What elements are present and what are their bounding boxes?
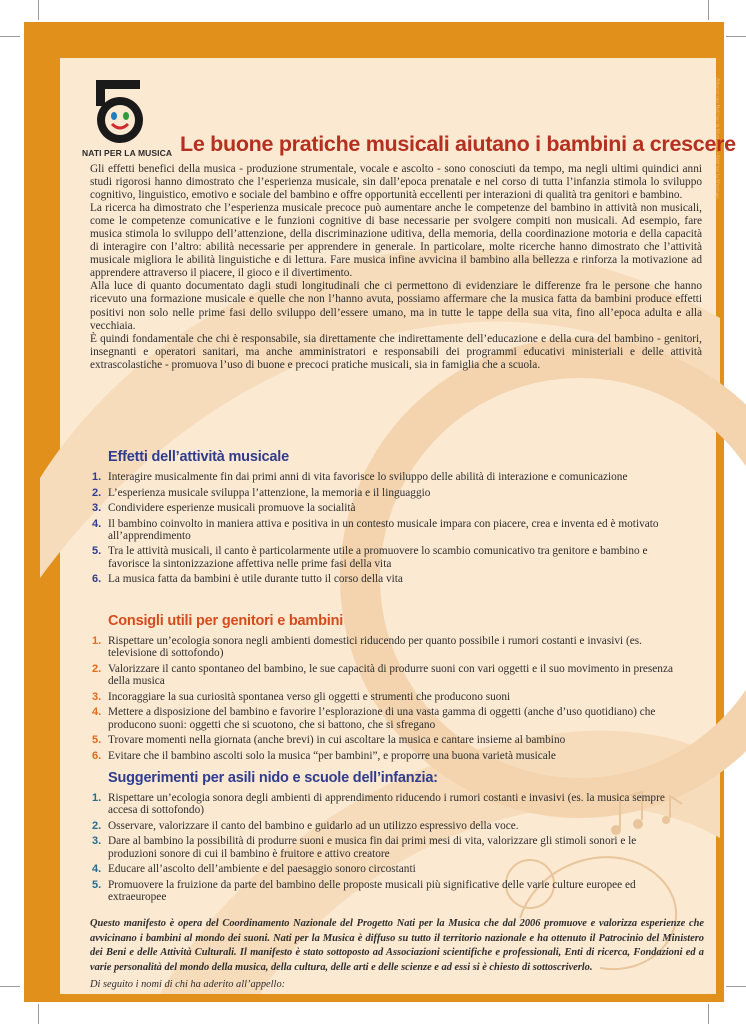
logo-icon <box>82 78 152 146</box>
effetti-list <box>86 471 686 589</box>
nati-per-la-musica-logo <box>82 78 192 158</box>
list-item: 4. Il bambino coinvolto in maniera attiva e positiva in un contesto musicale impara con piacere, crea e inventa ed è motivato all’apprendimento <box>92 517 659 542</box>
intro-paragraph: La ricerca ha dimostrato che l’esperienza musicale precoce può aumentare anche le competenze del bambino in attività non musicali, come le competenze comunicative e le funzioni cognitive di base necessarie per svolgere compiti non musicali. Ad esempio, fare musica stimola lo sviluppo dell’attenzione, della discriminazione uditiva, della memoria, della coordinazione motoria e della capacità di interagire con l’altro: abilità necessarie per apprendere in generale. In particolare, molte ricerche hanno dimostrato che l’attività musicale migliora le abilità linguistiche e di lettura. Fare musica infine avvicina il bambino alla bellezza e rinforza la motivazione ad apprendere attraverso il piacere, il gioco e il divertimento. <box>90 202 702 280</box>
signatures-line: Di seguito i nomi di chi ha aderito all’appello: <box>90 979 286 990</box>
orange-frame <box>24 22 736 1002</box>
section-title-consigli: Consigli utili per genitori e bambini <box>108 613 344 629</box>
list-item: 3. Condividere esperienze musicali promuove la socialità <box>92 502 356 514</box>
list-item: 1. Rispettare un’ecologia sonora negli ambienti domestici riducendo per quanto possibile i rumori costanti e invasivi (es. televisione di sottofondo) <box>92 635 642 660</box>
intro-paragraph: Alla luce di quanto documentato dagli studi longitudinali che ci permettono di evidenziare le differenze fra le persone che hanno ricevuto una formazione musicale e quelle che non l’hanno avuta, possiamo affermare che la musica fatta da bambini produce effetti positivi non solo nelle prime fasi dello sviluppo dell’essere umano, ma in tutte le tappe della sua vita, fino all’epoca adulta e alla vecchiaia. <box>90 280 702 332</box>
list-item: 6. Evitare che il bambino ascolti solo la musica “per bambini”, e proporre una buona varietà musicale <box>92 749 556 762</box>
list-item: 2. Osservare, valorizzare il canto del bambino e guidarlo ad un utilizzo espressivo della voce. <box>92 819 519 832</box>
list-item: 4. Mettere a disposizione del bambino e favorire l’esplorazione di una vasta gamma di oggetti (anche d’uso quotidiano) che producono suoni: oggetti che si scuotono, che si battono, che si sfregano <box>92 706 656 731</box>
consigli-list <box>86 635 686 765</box>
list-item: 3. Dare al bambino la possibilità di produrre suoni e musica fin dai primi mesi di vita, valorizzare gli stimoli sonori e le produzioni sonore di cui il bambino è fruitore e attivo creatore <box>92 835 637 860</box>
list-item: 6. La musica fatta da bambini è utile durante tutto il corso della vita <box>92 573 403 586</box>
section-title-effetti: Effetti dell’attività musicale <box>108 449 289 465</box>
list-item: 1. Interagire musicalmente fin dai primi anni di vita favorisce lo sviluppo delle abilità di interazione e comunicazione <box>92 471 628 483</box>
crop-mark <box>0 36 20 37</box>
logo-text: NATI PER LA MUSICA <box>82 148 173 158</box>
suggerimenti-list <box>86 792 686 907</box>
intro-paragraph: Gli effetti benefici della musica - produzione strumentale, vocale e ascolto - sono conosciuti da tempo, ma negli ultimi quindici anni studi rigorosi hanno dimostrato che l’esperienza musicale, sin dall’epoca prenatale e nel corso di tutta l’infanzia stimola lo sviluppo cognitivo, linguistico, emotivo e sociale del bambino e offre opportunità eccellenti per interazioni di qualità tra genitori e bambino. <box>90 163 702 202</box>
intro-paragraph: È quindi fondamentale che chi è responsabile, sia direttamente che indirettamente dell’educazione e della cura del bambino - genitori, insegnanti e operatori sanitari, ma anche amministratori e responsabili dei programmi educativi ministeriali e delle attività extrascolastiche - promuova l’uso di buone e precoci pratiche musicali, sia in famiglia che a scuola. <box>90 332 702 371</box>
list-item: 1. Rispettare un’ecologia sonora degli ambienti di apprendimento riducendo i rumori costanti e invasivi (es. la musica sempre accesa di sottofondo) <box>92 792 665 817</box>
crop-mark <box>726 986 746 987</box>
crop-mark <box>726 36 746 37</box>
crop-mark <box>38 0 39 20</box>
side-note: Attacco per Nati per la Musica® • Nati per la Musica® <box>714 78 720 202</box>
crop-mark <box>708 0 709 20</box>
list-item: 5. Trovare momenti nella giornata (anche brevi) in cui ascoltare la musica e cantare insieme al bambino <box>92 734 566 747</box>
list-item: 4. Educare all’ascolto dell’ambiente e del paesaggio sonoro circostanti <box>92 863 416 876</box>
list-item: 2. L’esperienza musicale sviluppa l’attenzione, la memoria e il linguaggio <box>92 486 431 499</box>
list-item: 3. Incoraggiare la sua curiosità spontanea verso gli oggetti e strumenti che producono suoni <box>92 690 511 703</box>
crop-mark <box>708 1004 709 1024</box>
manifesto-paper <box>60 58 736 994</box>
section-title-suggerimenti: Suggerimenti per asili nido e scuole dell’infanzia: <box>108 770 438 786</box>
manifesto-footnote: Questo manifesto è opera del Coordinamento Nazionale del Progetto Nati per la Musica che dal 2006 promuove e valorizza esperienze che avvicinano i bambini al mondo dei suoni. Nati per la Musica è diffuso su tutto il territorio nazionale e ha ottenuto il Patrocinio del Ministero dei Beni e delle Attività Culturali. Il manifesto è stato sottoposto ad Associazioni scientifiche e professionali, Enti di ricerca, Fondazioni ed a varie personalità del mondo della musica, della cultura, delle arti e delle scienze e ad essi si è chiesto di sottoscriverlo. <box>90 918 704 973</box>
crop-mark <box>0 986 20 987</box>
list-item: 5. Tra le attività musicali, il canto è particolarmente utile a promuovere lo scambio comunicativo tra genitore e bambino e favorisce la sintonizzazione affettiva nelle prime fasi della vita <box>92 545 648 570</box>
intro-text <box>90 163 702 372</box>
list-item: 2. Valorizzare il canto spontaneo del bambino, le sue capacità di produrre suoni con vari oggetti e il suo movimento in presenza della musica <box>92 662 673 688</box>
crop-mark <box>38 1004 39 1024</box>
list-item: 5. Promuovere la fruizione da parte del bambino delle proposte musicali più significative delle varie culture europee ed extraeuropee <box>92 878 636 904</box>
page-title: Le buone pratiche musicali aiutano i bambini a crescere <box>180 132 736 156</box>
